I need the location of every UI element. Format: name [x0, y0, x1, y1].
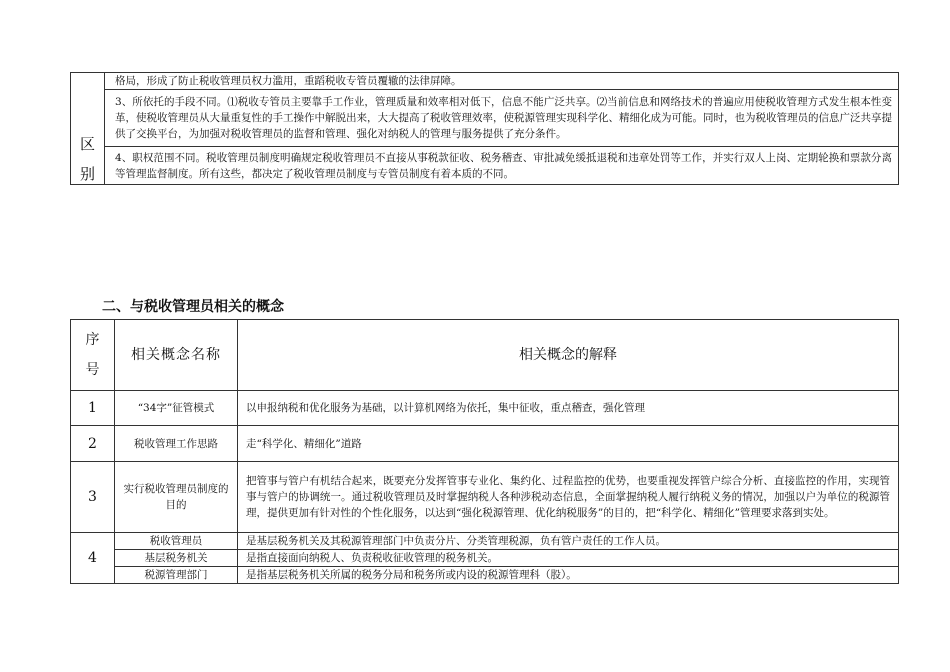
row-name: 税收管理工作思路	[115, 426, 238, 462]
row-name: 税源管理部门	[115, 567, 238, 584]
side-label-1: 区	[79, 135, 95, 153]
table-header-row	[71, 320, 899, 391]
row-name: 税收管理员	[115, 533, 238, 550]
row-desc: 走“科学化、精细化”道路	[238, 426, 899, 462]
diff-row-text: 3、所依托的手段不同。⑴税收专管员主要靠手工作业，管理质量和效率相对低下，信息不能广泛共享。⑵当前信息和网络技术的普遍应用使税收管理方式发生根本性变革，使税收管理员从大量重复性的手工操作中解脱出来，大大提高了税收管理效率，使税源管理实现科学化、精细化成为可能。同时，也为税收管理员的信息广泛共享提供了交换平台，为加强对税收管理员的监督和管理、强化对纳税人的管理与服务提供了充分条件。	[105, 90, 899, 147]
header-name: 相关概念名称	[115, 320, 238, 391]
row-name: “34字”征管模式	[115, 391, 238, 426]
row-desc: 是基层税务机关及其税源管理部门中负责分片、分类管理税源，负有管户责任的工作人员。	[238, 533, 899, 550]
row-no: 1	[71, 391, 115, 426]
table-row	[71, 462, 899, 533]
row-desc: 是指基层税务机关所属的税务分局和税务所或内设的税源管理科（股）。	[238, 567, 899, 584]
row-no: 4	[71, 533, 115, 584]
table-row	[71, 426, 899, 462]
row-name: 基层税务机关	[115, 550, 238, 567]
header-no-2: 号	[85, 362, 100, 378]
table-row	[71, 391, 899, 426]
row-desc: 是指直接面向纳税人、负责税收征收管理的税务机关。	[238, 550, 899, 567]
table-row	[71, 550, 899, 567]
row-desc: 把管事与管户有机结合起来，既要充分发挥管事专业化、集约化、过程监控的优势，也要重视发挥管户综合分析、直接监控的作用，实现管事与管户的协调统一。通过税收管理员及时掌握纳税人各种涉税动态信息，全面掌握纳税人履行纳税义务的情况，加强以户为单位的税源管理，提供更加有针对性的个性化服务，以达到“强化税源管理、优化纳税服务”的目的，把“科学化、精细化”管理要求落到实处。	[238, 462, 899, 533]
header-desc: 相关概念的解释	[238, 320, 899, 391]
table-row	[71, 533, 899, 550]
side-label-cell	[71, 73, 105, 185]
concept-table	[70, 319, 899, 584]
difference-table	[70, 72, 899, 185]
row-name: 实行税收管理员制度的目的	[115, 462, 238, 533]
row-no: 2	[71, 426, 115, 462]
diff-row-text: 格局，形成了防止税收管理员权力滥用，重蹈税收专管员覆辙的法律屏障。	[105, 73, 899, 90]
header-no-1: 序	[85, 332, 100, 348]
header-no	[71, 320, 115, 391]
row-desc: 以申报纳税和优化服务为基础，以计算机网络为依托，集中征收，重点稽查，强化管理	[238, 391, 899, 426]
table-row	[71, 567, 899, 584]
side-label-2: 别	[79, 165, 95, 183]
section-heading: 二、与税收管理员相关的概念	[102, 299, 284, 315]
diff-row-text: 4、职权范围不同。税收管理员制度明确规定税收管理员不直接从事税款征收、税务稽查、审批减免缓抵退税和违章处罚等工作，并实行双人上岗、定期轮换和票款分离等管理监督制度。所有这些，都决定了税收管理员制度与专管员制度有着本质的不同。	[105, 147, 899, 185]
row-no: 3	[71, 462, 115, 533]
